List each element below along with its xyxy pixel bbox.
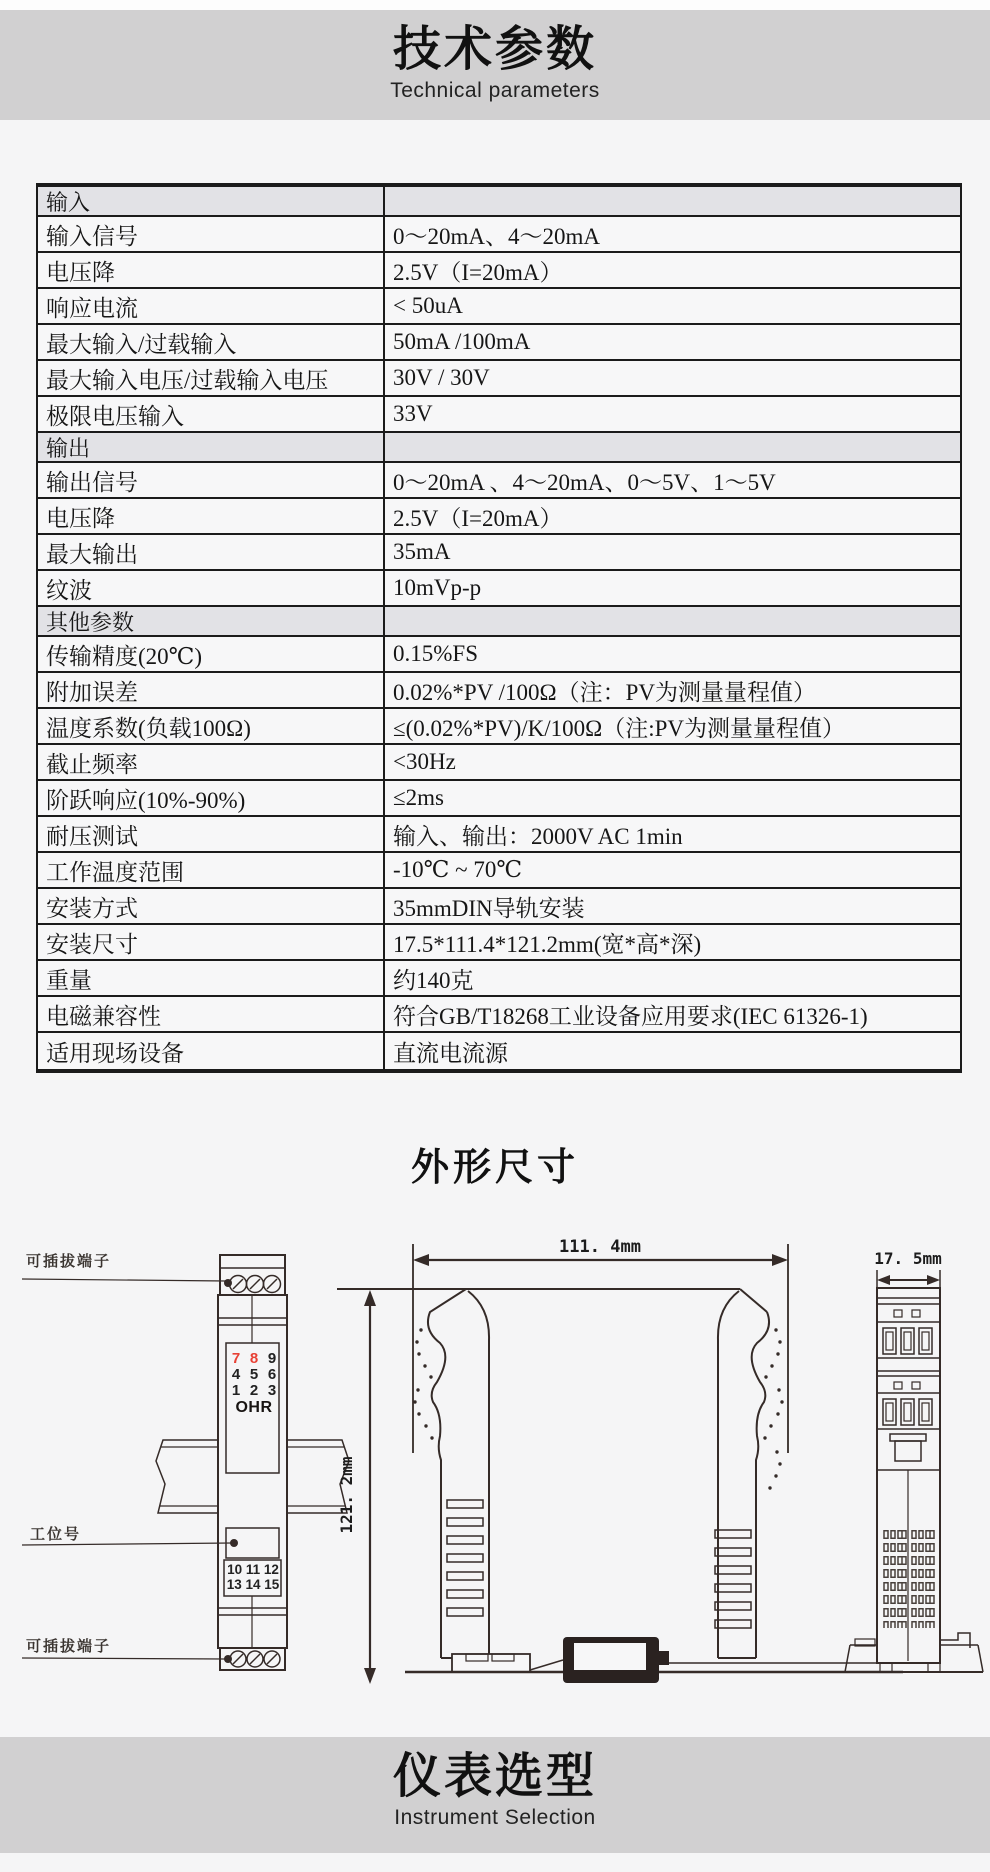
spec-label: 响应电流 [38,289,385,323]
terminal-digit: 7 [231,1350,241,1367]
table-row [38,709,960,745]
spec-label: 安装尺寸 [38,925,385,959]
table-row [38,253,960,289]
terminal-digit: 8 [249,1350,259,1367]
header-band [0,10,990,120]
spec-value: 35mA [393,539,451,564]
terminal-digit: 4 [231,1366,241,1383]
spec-value: 2.5V（I=20mA） [393,505,563,531]
table-row [38,535,960,571]
table-row [38,361,960,397]
shape-section-title: 外形尺寸 [410,1147,579,1189]
terminal-numbers-bottom [223,1562,283,1592]
spec-value [385,607,960,635]
spec-label: 传输精度(20℃) [38,637,385,671]
table-row [38,889,960,925]
table-row [38,463,960,499]
latch [890,1434,926,1441]
spec-value: 10mVp-p [393,575,482,600]
spec-value: <30Hz [393,749,456,774]
spec-value: < 50uA [393,293,463,318]
mounting-foot [452,1654,530,1672]
spec-label: 电压降 [38,499,385,533]
spec-value: 0～20mA 、4～20mA、0～5V、1～5V [393,469,776,495]
table-row [38,187,960,217]
table-row [38,571,960,607]
spec-value: 35mmDIN导轨安装 [393,895,585,921]
table-row [38,289,960,325]
dotted-break-lines [413,1328,783,1489]
spec-label: 附加误差 [38,673,385,707]
table-row [38,961,960,997]
din-rail-left [156,1440,218,1513]
dimension-drawings [0,1230,990,1710]
spec-value: ≤2ms [393,785,444,810]
table-row [38,637,960,673]
spec-label: 纹波 [38,571,385,605]
spec-value [385,187,960,215]
terminal-numbers-line1: 10 11 12 [227,1562,279,1577]
side-view-drawing [337,1244,903,1684]
table-row [38,745,960,781]
table-row [38,397,960,433]
terminal-digit: 3 [267,1382,277,1399]
spec-value: 0.15%FS [393,641,478,666]
rail-bottom [845,1633,983,1672]
spec-value: 33V [393,401,433,426]
terminal-digit: 9 [267,1350,277,1367]
callout-pluggable-terminal-top: 可插拔端子 [26,1253,112,1270]
right-wall-profile [752,1312,769,1658]
spec-value: 30V / 30V [393,365,490,390]
footer-title-en: Instrument Selection [394,1805,596,1829]
spec-label: 输出信号 [38,463,385,497]
table-row [38,673,960,709]
spec-label: 最大输入/过载输入 [38,325,385,359]
footer-band [0,1737,990,1853]
spec-value: 约140克 [393,967,474,993]
table-row [38,325,960,361]
table-row [38,607,960,637]
spec-value [385,433,960,461]
outline-drawing-svg [0,1230,990,1710]
vent-grids [886,1530,932,1628]
spec-value: ≤(0.02%*PV)/K/100Ω（注:PV为测量量程值） [393,715,846,741]
callout-pluggable-terminal-bottom: 可插拔端子 [26,1638,112,1655]
spec-label: 电磁兼容性 [38,997,385,1031]
spec-label: 电压降 [38,253,385,287]
table-row [38,853,960,889]
table-row [38,499,960,535]
spec-label: 输入 [38,187,385,215]
spec-label: 最大输入电压/过载输入电压 [38,361,385,395]
width-dimension-label: 111. 4mm [559,1237,641,1257]
spec-value: 17.5*111.4*121.2mm(宽*高*深) [393,931,702,957]
spec-value: 0.02%*PV /100Ω（注：PV为测量量程值） [393,679,817,705]
terminal-digit: 2 [249,1382,259,1399]
table-row [38,925,960,961]
spec-label: 工作温度范围 [38,853,385,887]
spec-table [36,183,962,1073]
right-wall-inner [718,1291,739,1658]
spec-label: 极限电压输入 [38,397,385,431]
table-row [38,217,960,253]
spec-label: 最大输出 [38,535,385,569]
terminal-block-top [220,1255,285,1295]
left-wall-profile [428,1289,466,1658]
table-row [38,1033,960,1069]
page-title-en: Technical parameters [390,78,600,102]
spec-value: -10℃ ~ 70℃ [393,857,523,882]
spec-label: 安装方式 [38,889,385,923]
terminal-digit: 6 [267,1366,277,1383]
spec-label: 适用现场设备 [38,1033,385,1069]
spec-value: 输入、输出：2000V AC 1min [393,823,683,849]
terminal-digit-grid [227,1351,281,1399]
spec-label: 输入信号 [38,217,385,251]
leader-line-bottom-terminal [22,1658,226,1659]
terminal-digit: 1 [231,1382,241,1399]
terminal-digit: 5 [249,1366,259,1383]
table-row [38,817,960,853]
spec-label: 重量 [38,961,385,995]
top-view-drawing [845,1270,983,1672]
spec-label: 输出 [38,433,385,461]
spec-label: 截止频率 [38,745,385,779]
table-row [38,781,960,817]
spec-label: 温度系数(负载100Ω) [38,709,385,743]
brand-logo: OHR [235,1399,273,1416]
depth-dimension-label: 17. 5mm [874,1249,942,1268]
top-strip [0,0,990,10]
vent-slats [447,1500,751,1628]
table-row [38,997,960,1033]
page-title-cn: 技术参数 [392,23,597,76]
spec-label: 耐压测试 [38,817,385,851]
module-body [218,1295,287,1648]
height-dimension-label: 121. 2mm [337,1456,356,1534]
leader-dot [230,1539,238,1547]
spec-label: 其他参数 [38,607,385,635]
spec-value: 2.5V（I=20mA） [393,259,563,285]
spec-value: 符合GB/T18268工业设备应用要求(IEC 61326-1) [393,1003,868,1029]
front-view-drawing [22,1255,349,1670]
spec-label: 阶跃响应(10%-90%) [38,781,385,815]
spec-value: 50mA /100mA [393,329,531,354]
table-row [38,433,960,463]
left-wall-inner [468,1291,489,1658]
spec-value: 直流电流源 [393,1040,508,1066]
din-rail-clip [563,1637,669,1683]
leader-line-top-terminal [22,1279,226,1281]
footer-title-cn: 仪表选型 [392,1750,597,1803]
callout-station-number: 工位号 [30,1526,82,1543]
terminal-numbers-line2: 13 14 15 [226,1577,280,1592]
spec-value: 0～20mA、4～20mA [393,223,600,249]
